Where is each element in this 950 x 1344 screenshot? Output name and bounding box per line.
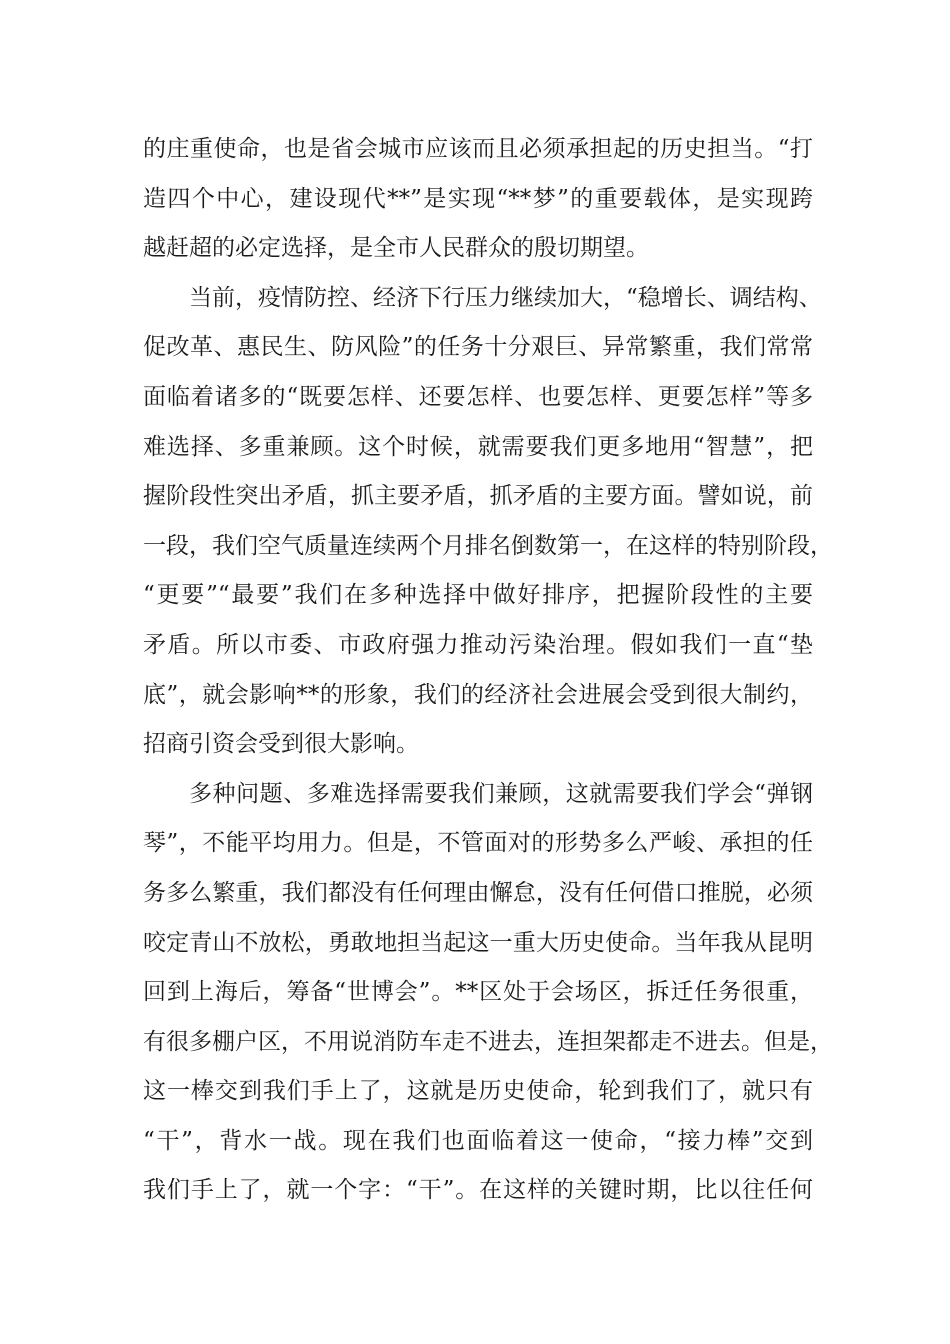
text-line: 矛盾。所以市委、市政府强力推动污染治理。假如我们一直“垫	[143, 631, 813, 658]
text-line: 当前，疫情防控、经济下行压力继续加大，“稳增长、调结构、	[189, 284, 822, 311]
text-line: 咬定青山不放松，勇敢地担当起这一重大历史使命。当年我从昆明	[143, 929, 813, 956]
text-line: 回到上海后，筹备“世博会”。**区处于会场区，拆迁任务很重，	[143, 979, 813, 1006]
text-line: 有很多棚户区，不用说消防车走不进去，连担架都走不进去。但是，	[143, 1028, 833, 1055]
text-line: 这一棒交到我们手上了，这就是历史使命，轮到我们了，就只有	[143, 1078, 813, 1105]
text-line: 多种问题、多难选择需要我们兼顾，这就需要我们学会“弹钢	[189, 780, 813, 807]
text-line: 促改革、惠民生、防风险”的任务十分艰巨、异常繁重，我们常常	[143, 334, 813, 361]
text-line: 务多么繁重，我们都没有任何理由懈怠，没有任何借口推脱，必须	[143, 879, 813, 906]
text-line: 难选择、多重兼顾。这个时候，就需要我们更多地用“智慧”，把	[143, 433, 813, 460]
text-line: 越赶超的必定选择，是全市人民群众的殷切期望。	[143, 235, 649, 262]
text-line: 面临着诸多的“既要怎样、还要怎样、也要怎样、更要怎样”等多	[143, 383, 813, 410]
text-line: 的庄重使命，也是省会城市应该而且必须承担起的历史担当。“打	[143, 136, 813, 162]
text-line: 我们手上了，就一个字：“干”。在这样的关键时期，比以往任何	[143, 1177, 813, 1204]
body-text	[143, 125, 833, 1216]
text-line: 招商引资会受到很大影响。	[143, 731, 419, 758]
text-line: 底”，就会影响**的形象，我们的经济社会进展会受到很大制约，	[143, 681, 813, 708]
text-line: 握阶段性突出矛盾，抓主要矛盾，抓矛盾的主要方面。譬如说，前	[143, 483, 813, 510]
text-line: 造四个中心，建设现代**”是实现“**梦”的重要载体，是实现跨	[143, 185, 813, 212]
text-line: 琴”，不能平均用力。但是，不管面对的形势多么严峻、承担的任	[143, 830, 813, 857]
text-line: 一段，我们空气质量连续两个月排名倒数第一，在这样的特别阶段，	[143, 532, 833, 559]
text-line: “干”，背水一战。现在我们也面临着这一使命，“接力棒”交到	[143, 1127, 813, 1154]
text-line: “更要”“最要”我们在多种选择中做好排序，把握阶段性的主要	[143, 582, 813, 609]
